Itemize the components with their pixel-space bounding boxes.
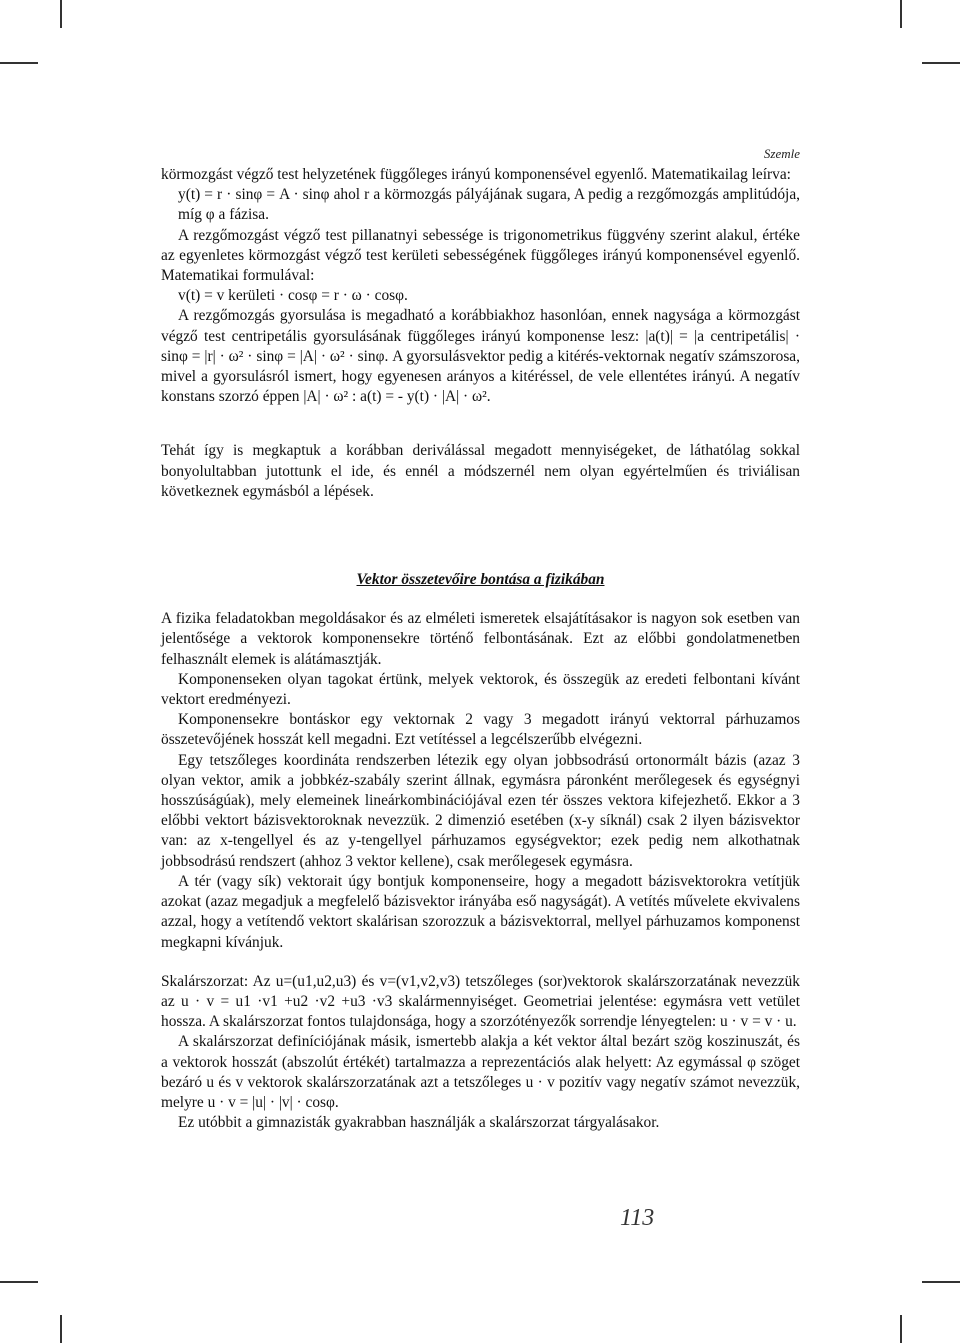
crop-mark-top-left xyxy=(60,0,62,28)
paragraph-spacer xyxy=(161,502,800,536)
paragraph: körmozgást végző test helyzetének függőleges irányú komponensével egyenlő. Matematikailag leírva: xyxy=(161,166,791,183)
paragraph: Ez utóbbit a gimnazisták gyakrabban használják a skalárszorzat tárgyalásakor. xyxy=(178,1114,660,1132)
paragraph: Skalárszorzat: Az u=(u1,u2,u3) és v=(v1,v2,v3) tetszőleges (sor)vektorok skalárszorzatának nevezzük az u · v = u1 ·v1 +u2 ·v2 +u3 ·v3 skalármennyiséget. Geometriai jelentése: egymásra vett vetület hossza. A skalárszorzat fontos tulajdonsága, hogy a szorzótényezők sorrendje lényegtelen: u · v = v · u. xyxy=(161,972,800,1031)
paragraph: A fizika feladatokban megoldásakor és az elméleti ismeretek elsajátításakor is nagyon sok esetben van jelentősége a vektorok komponensekre történő felbontásának. Ezt az előbbi gondolatmenetben felhasznált elemek is alátámasztják. xyxy=(161,610,800,668)
paragraph: Tehát így is megkaptuk a korábban deriválással megadott mennyiségeket, de láthatólag sokkal bonyolultabban jutottunk el ide, és ennél a módszernél nem olyan egyértelműen és triviálisan következnek egymásból a lépések. xyxy=(161,442,800,500)
paragraph-spacer xyxy=(161,590,800,609)
paragraph: Komponenseken olyan tagokat értünk, melyek vektorok, és összegük az eredeti felbontani kívánt vektort eredményezi. xyxy=(161,670,800,709)
page-body xyxy=(161,165,800,1133)
paragraph: A tér (vagy sík) vektorait úgy bontjuk komponenseire, hogy a megadott bázisvektorokra vetítjük azokat (azaz megadjuk a megfelelő bázisvektor irányába eső nagyságát). A vetítés művelete ekvivalens azzal, hogy a vetítendő vektort skalárisan szorozzuk a bázisvektorral, mellyel párhuzamos komponenst megkapni kívánjuk. xyxy=(161,872,800,951)
crop-mark-left-top xyxy=(0,62,38,64)
paragraph: A rezgőmozgás gyorsulása is megadható a korábbiakhoz hasonlóan, ennek nagysága a körmozgást végző test centripetális gyorsulásának függőleges irányú komponense lesz: |a(t)| = |a centripetális| · sinφ = |r| · ω² · sinφ = |A| · ω² · sinφ. A gyorsulásvektor pedig a kitérés-vektornak negatív számszorosa, mivel a gyorsulásról ismert, hogy egyenesen arányos a kitéréssel, de vele ellentétes irányú. A negatív konstans szorzó éppen |A| · ω² : a(t) = - y(t) · |A| · ω². xyxy=(161,307,800,406)
page-number: 113 xyxy=(620,1205,655,1231)
crop-mark-bottom-left xyxy=(60,1315,62,1343)
paragraph-spacer xyxy=(161,407,800,441)
crop-mark-right-bottom xyxy=(922,1281,960,1283)
section-heading: Vektor összetevőire bontása a fizikában xyxy=(356,571,605,589)
paragraph-spacer xyxy=(161,953,800,972)
formula-line: y(t) = r · sinφ = A · sinφ ahol r a körmozgás pályájának sugara, A pedig a rezgőmozgás amplitúdója, míg φ a fázisa. xyxy=(178,186,800,224)
paragraph: Egy tetszőleges koordináta rendszerben létezik egy olyan jobbsodrású ortonormált bázis (azaz 3 olyan vektor, amik a jobbkéz-szabály szerint állnak, egymásra páronként merőlegesek és egységnyi hosszúságúak), mely elemeinek lineárkombinációjával ezen tér összes vektora kifejezhető. Ekkor a 3 előbbi vektort bázisvektoroknak nevezzük. 2 dimenzió esetében (x-y síknál) csak 2 ilyen bázisvektor van: az x-tengellyel és az y-tengellyel párhuzamos egységvektor; ezek pedig nem alkothatnak jobbsodrású rendszert (ahhoz 3 vektor kellene), csak merőlegesek egymásra. xyxy=(161,751,800,870)
paragraph: A skalárszorzat definíciójának másik, ismertebb alakja a két vektor által bezárt szög koszinuszát, és a vektorok hosszát (abszolút értékét) tartalmazza a reprezentációs alak helyett: Az egymással φ szöget bezáró u és v vektorok skalárszorzatának azt a tetszőleges u · v pozitív vagy negatív számot nevezzük, melyre u · v = |u| · |v| · cosφ. xyxy=(161,1033,800,1111)
crop-mark-left-bottom xyxy=(0,1281,38,1283)
paragraph: Komponensekre bontáskor egy vektornak 2 vagy 3 megadott irányú vektorral párhuzamos összetevőjének hosszát kell megadni. Ezt vetítéssel a legcélszerűbb elvégezni. xyxy=(161,711,800,749)
running-head: Szemle xyxy=(763,146,800,161)
paragraph-spacer xyxy=(161,536,800,570)
crop-mark-top-right xyxy=(900,0,902,28)
paragraph: A rezgőmozgást végző test pillanatnyi sebessége is trigonometrikus függvény szerint alakul, értéke az egyenletes körmozgást végző test kerületi sebességének függőleges irányú komponensével egyenlő. Matematikai formulával: xyxy=(161,226,800,285)
formula-line: v(t) = v kerületi · cosφ = r · ω · cosφ. xyxy=(178,287,408,305)
crop-mark-bottom-right xyxy=(900,1315,902,1343)
crop-mark-right-top xyxy=(922,62,960,64)
